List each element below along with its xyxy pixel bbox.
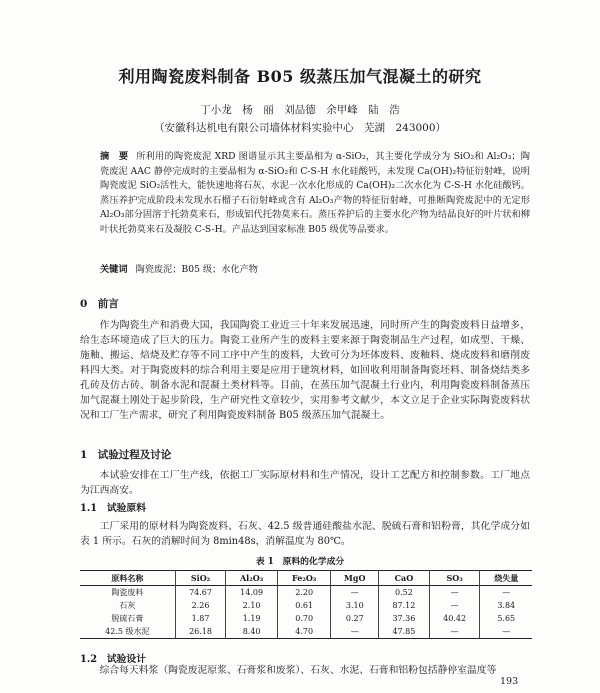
table-cell: 0.70: [277, 612, 331, 625]
table-row: [80, 612, 532, 625]
table-cell: —: [429, 625, 480, 639]
table-header-cell: SiO₂: [175, 571, 226, 586]
table-cell: 0.61: [277, 599, 331, 612]
table-cell: —: [502, 588, 511, 597]
chemical-composition-table: [80, 570, 532, 639]
table-header-cell: SO₃: [429, 571, 480, 586]
table-cell: —: [331, 586, 379, 600]
table-cell: —: [331, 625, 379, 639]
table-cell: 14.09: [226, 586, 277, 600]
table-cell: 2.26: [175, 599, 226, 612]
table-cell: 陶瓷废料: [80, 586, 175, 600]
subsection-heading-design: 1.2 试验设计: [80, 654, 147, 665]
table-cell: 1.87: [175, 612, 226, 625]
table-cell: 8.40: [226, 625, 277, 639]
abstract: [100, 150, 530, 237]
table-cell: —: [429, 599, 480, 612]
author-list: 丁小龙 杨 丽 刘品德 余甲峰 陆 浩: [200, 104, 400, 116]
keywords-text: 陶瓷废泥；B05 级；水化产物: [135, 264, 258, 275]
table-cell: 3.10: [331, 599, 379, 612]
table-header-row: [80, 571, 532, 586]
introduction-paragraph: 作为陶瓷生产和消费大国，我国陶瓷工业近三十年来发展迅速，同时所产生的陶瓷废料日益增多，给生态环境造成了巨大的压力。陶瓷工业所产生的废料主要来源于陶瓷制品生产过程，如成型、干燥、施釉、搬运、焙烧及贮存等不同工序中产生的废料，大致可分为坯体废料、废釉料、烧成废料和磨削废料四大类。对于陶瓷废料的综合利用主要是应用于建筑材料，如回收利用制备陶瓷坯料、制备烧结类多孔砖及仿古砖、制备水泥和混凝土类材料等。目前，在蒸压加气混凝土行业内，利用陶瓷废料制备蒸压加气混凝土刚处于起步阶段，生产研究性文章较少，实用参考文献少，本文立足于企业实际陶瓷废料状况和工厂生产需求，研究了利用陶瓷废料制备 B05 级蒸压加气混凝土。: [80, 320, 530, 421]
keywords-label: 关键词: [100, 264, 128, 275]
table-caption: 表 1 原料的化学成分: [255, 557, 345, 567]
table-cell: 脱硫石膏: [80, 612, 175, 625]
table-header-cell: 烧失量: [494, 572, 519, 583]
abstract-text: 所利用的陶瓷废泥 XRD 图谱显示其主要晶相为 α-SiO₂，其主要化学成分为 SiO₂和 Al₂O₃；陶瓷废泥 AAC 静停完成时的主要晶相为 α-SiO₂和 C-S-H 水化硅酸钙，未发现 Ca(OH)₂特征衍射峰，说明陶瓷废泥 SiO₂活性大，能快速地将石灰、水泥一次水化形成的 Ca(OH)₂二次水化为 C-S-H 水化硅酸钙。蒸压养护完成阶段未发现水石榴子石衍射峰或含有 Al₂O₃产物的特征衍射峰，可推断陶瓷废泥中的无定形 Al₂O₃部分固溶于托勃莫来石，形成铝代托勃莫来石。蒸压养护后的主要水化产物为结晶良好的叶片状和柳叶状托勃莫来石及凝胶 C-S-H。产品达到国家标准 B05 级优等品要求。: [100, 151, 530, 235]
table-cell: —: [429, 586, 480, 600]
table-cell: 37.36: [379, 612, 430, 625]
table-cell: 42.5 级水泥: [80, 625, 175, 639]
table-cell: 石灰: [80, 599, 175, 612]
table-cell: 87.12: [379, 599, 430, 612]
table-cell: 47.85: [379, 625, 430, 639]
table-cell: 40.42: [429, 612, 480, 625]
table-cell: 2.20: [277, 586, 331, 600]
abstract-label: 摘 要: [100, 151, 129, 162]
keywords: [100, 263, 530, 277]
table-cell: —: [502, 627, 511, 636]
table-header-cell: CaO: [379, 571, 430, 586]
materials-paragraph: 工厂采用的原材料为陶瓷废料、石灰、42.5 级普通硅酸盐水泥、脱硫石膏和铝粉膏，其化学成分如表 1 所示。石灰的消解时间为 8min48s，消解温度为 80℃。: [80, 521, 530, 547]
section-heading-experiment: 1 试验过程及讨论: [80, 449, 172, 461]
table-cell: 1.19: [226, 612, 277, 625]
affiliation: （安徽科达机电有限公司墙体材料实验中心 芜湖 243000）: [153, 122, 447, 134]
table-cell: 5.65: [497, 614, 516, 623]
table-header-cell: 原料名称: [80, 571, 175, 586]
table-cell: 4.70: [277, 625, 331, 639]
table-row: [80, 586, 532, 600]
page-number: 193: [500, 676, 519, 687]
table-row: [80, 599, 532, 612]
table-row: [80, 625, 532, 639]
table-cell: 2.10: [226, 599, 277, 612]
table-cell: 0.52: [379, 586, 430, 600]
subsection-heading-materials: 1.1 试验原料: [80, 503, 147, 514]
table-cell: 3.84: [497, 601, 516, 610]
section-heading-introduction: 0 前言: [80, 298, 119, 310]
table-header-cell: Fe₂O₃: [277, 571, 331, 586]
table-header-cell: MgO: [331, 571, 379, 586]
paper-title: 利用陶瓷废料制备 B05 级蒸压加气混凝土的研究: [118, 67, 482, 86]
design-paragraph: 综合每天料浆（陶瓷废泥原浆、石膏浆和废浆）、石灰、水泥、石膏和铝粉包括静停室温度等: [99, 665, 497, 676]
table-cell: 0.27: [331, 612, 379, 625]
table-header-cell: Al₂O₃: [226, 571, 277, 586]
table-cell: 74.67: [175, 586, 226, 600]
table-cell: 26.18: [175, 625, 226, 639]
experiment-paragraph: 本试验安排在工厂生产线，依据工厂实际原材料和生产情况，设计工艺配方和控制参数。工厂地点为江西高安。: [80, 470, 530, 496]
